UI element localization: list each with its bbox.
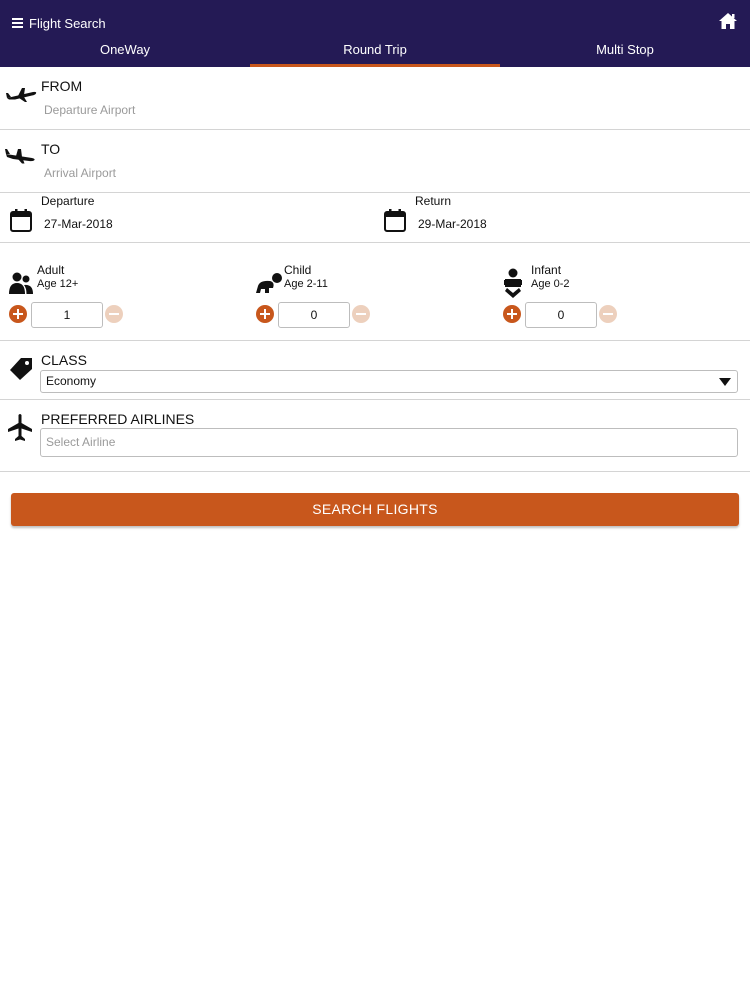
calendar-icon (10, 208, 32, 232)
return-date-field[interactable]: 29-Mar-2018 (418, 217, 487, 231)
dates-section (0, 193, 750, 243)
infant-decrement-button[interactable] (599, 305, 617, 323)
airplane-icon (7, 413, 33, 443)
chevron-down-icon (719, 378, 731, 386)
adults-icon (8, 271, 34, 295)
infant-count-field[interactable]: 0 (525, 302, 597, 328)
child-count-field[interactable]: 0 (278, 302, 350, 328)
child-age: Age 2-11 (284, 278, 328, 290)
arrival-airport-input[interactable]: Arrival Airport (44, 166, 117, 180)
class-select[interactable] (40, 370, 738, 393)
departure-airport-input[interactable]: Departure Airport (44, 103, 136, 117)
adult-count-field[interactable]: 1 (31, 302, 103, 328)
child-increment-button[interactable] (256, 305, 274, 323)
passengers-section (0, 243, 750, 341)
airlines-section (0, 400, 750, 472)
app-header (0, 0, 750, 67)
plane-landing-icon (4, 148, 36, 164)
infant-increment-button[interactable] (503, 305, 521, 323)
departure-date-field[interactable]: 27-Mar-2018 (44, 217, 113, 231)
infant-label: Infant (531, 263, 562, 277)
from-section[interactable] (0, 67, 750, 130)
adult-age: Age 12+ (37, 278, 79, 290)
tag-icon (9, 357, 33, 381)
return-label: Return (415, 194, 452, 208)
from-label: FROM (41, 78, 83, 94)
infant-icon (503, 268, 523, 298)
child-decrement-button[interactable] (352, 305, 370, 323)
class-section (0, 341, 750, 400)
trip-type-tabs (0, 40, 750, 67)
departure-label: Departure (41, 194, 95, 208)
hamburger-icon (12, 18, 23, 28)
plane-takeoff-icon (5, 87, 37, 103)
home-icon (718, 12, 738, 30)
tab-oneway[interactable]: OneWay (99, 42, 151, 57)
infant-age: Age 0-2 (531, 278, 570, 290)
tab-multi-stop[interactable]: Multi Stop (596, 42, 654, 57)
adult-increment-button[interactable] (9, 305, 27, 323)
adult-decrement-button[interactable] (105, 305, 123, 323)
airline-input[interactable]: Select Airline (40, 428, 738, 457)
child-icon (255, 272, 283, 294)
tab-round-trip[interactable]: Round Trip (250, 40, 500, 67)
header-title: Flight Search (29, 15, 106, 31)
airlines-label: PREFERRED AIRLINES (41, 411, 195, 427)
to-section[interactable] (0, 130, 750, 193)
adult-label: Adult (37, 263, 65, 277)
search-flights-button[interactable]: SEARCH FLIGHTS (11, 493, 739, 526)
to-label: TO (41, 141, 61, 157)
menu-button[interactable] (12, 14, 106, 32)
calendar-icon (384, 208, 406, 232)
class-label: CLASS (41, 352, 87, 368)
home-button[interactable] (718, 12, 738, 30)
child-label: Child (284, 263, 312, 277)
class-selected-value: Economy (46, 374, 97, 388)
